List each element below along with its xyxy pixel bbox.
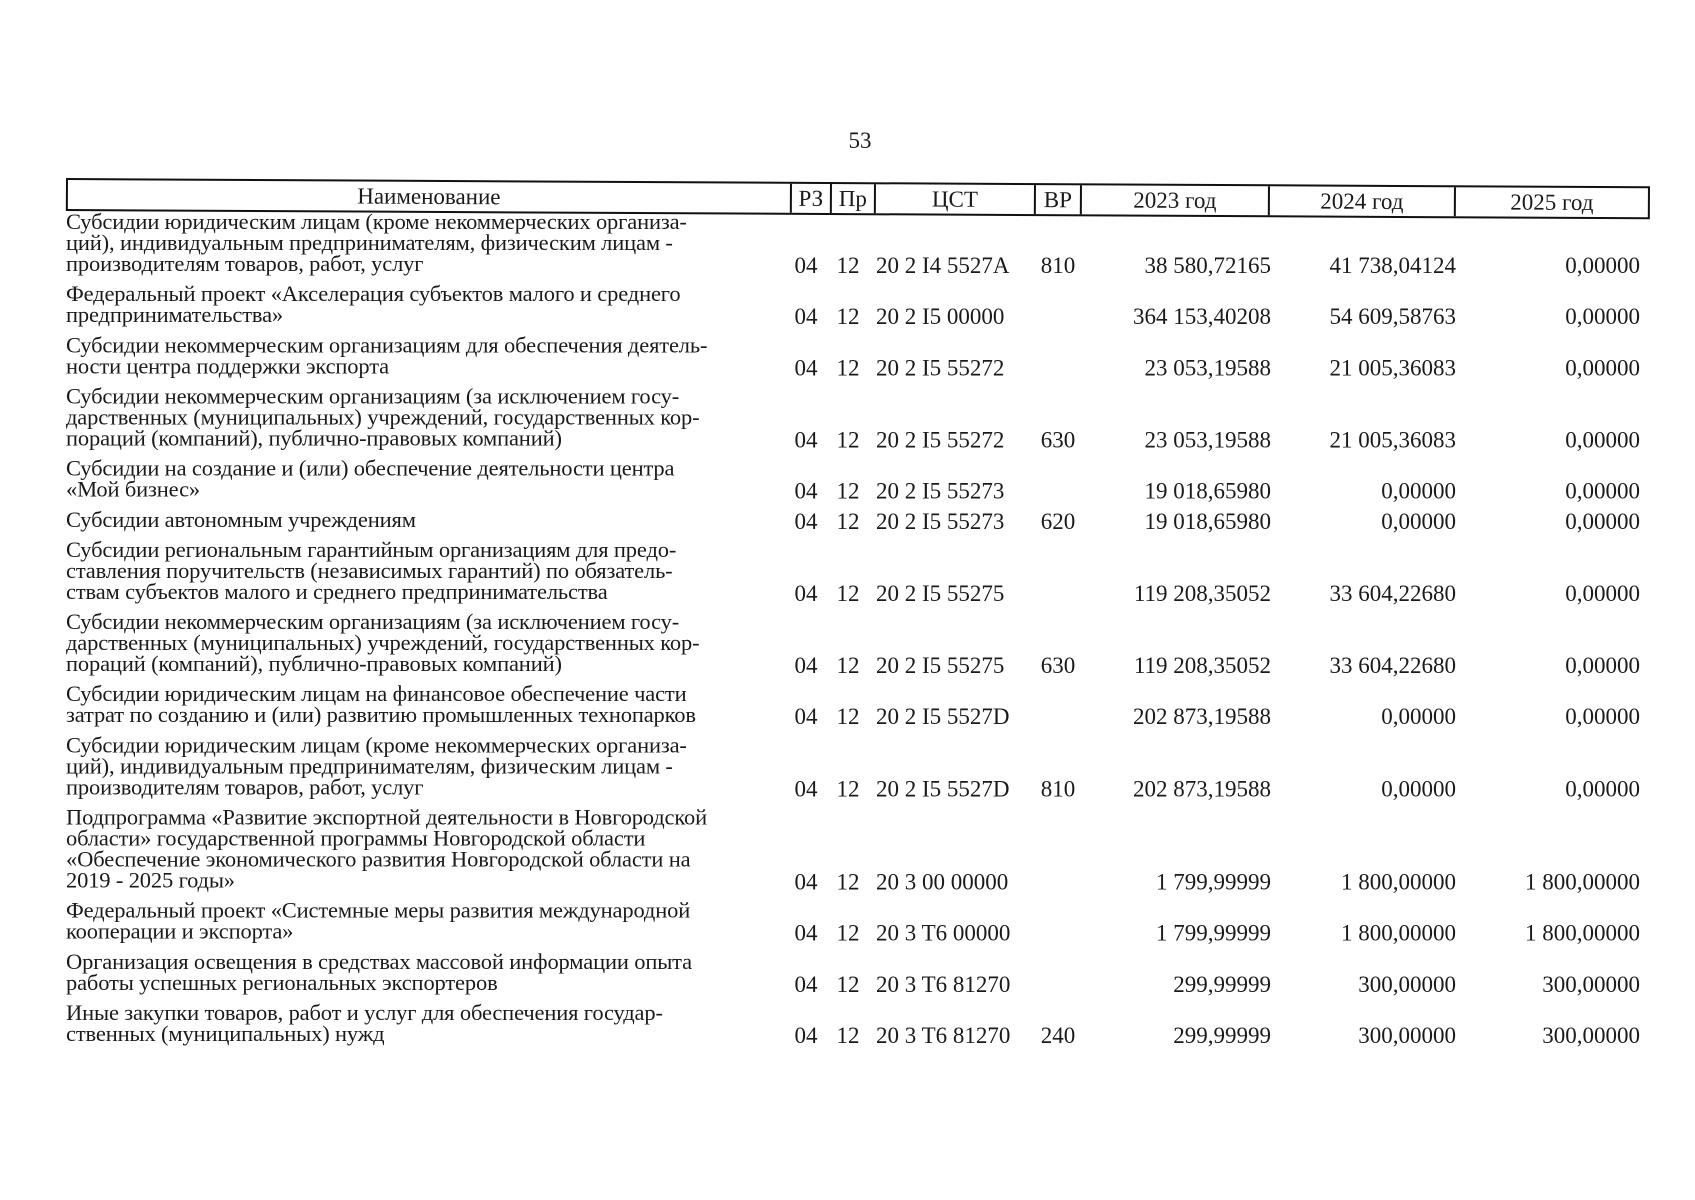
row-name-line: ставления поручительств (независимых гарантий) по обязатель- bbox=[66, 557, 673, 583]
cell-cst: 20 2 I5 55272 bbox=[876, 427, 1005, 453]
cell-2023: 119 208,35052 bbox=[1133, 580, 1271, 606]
cell-2024: 21 005,36083 bbox=[1329, 355, 1456, 381]
cell-cst: 20 3 T6 81270 bbox=[876, 971, 1011, 997]
table-row bbox=[0, 506, 1695, 534]
cell-cst: 20 3 00 00000 bbox=[876, 869, 1009, 895]
cell-2024: 33 604,22680 bbox=[1329, 653, 1456, 679]
table-row bbox=[0, 683, 1695, 729]
cell-2023: 299,99999 bbox=[1173, 971, 1271, 997]
cell-cst: 20 2 I4 5527A bbox=[876, 253, 1010, 278]
cell-2025: 0,00000 bbox=[1565, 253, 1640, 278]
row-name-line: работы успешных региональных экспортеров bbox=[66, 969, 498, 995]
row-name bbox=[66, 506, 786, 532]
cell-rz: 04 bbox=[794, 920, 818, 946]
cell-2024: 1 800,00000 bbox=[1341, 869, 1456, 895]
cell-2025: 0,00000 bbox=[1565, 427, 1640, 453]
cell-rz: 04 bbox=[794, 478, 818, 504]
row-name bbox=[66, 999, 786, 1046]
row-name bbox=[66, 281, 786, 328]
table-row bbox=[0, 211, 1695, 278]
row-name-line: ности центра поддержки экспорта bbox=[66, 353, 389, 379]
table-row bbox=[0, 334, 1695, 380]
cell-cst: 20 2 I5 5527D bbox=[876, 776, 1010, 802]
row-name-line: ствам субъектов малого и среднего предпринимательства bbox=[66, 578, 608, 604]
row-name-line: дарственных (муниципальных) учреждений, государственных кор- bbox=[66, 630, 700, 656]
table-row bbox=[0, 536, 1695, 606]
header-2024: 2024 год bbox=[1270, 186, 1456, 216]
row-name bbox=[66, 897, 786, 944]
cell-cst: 20 3 T6 00000 bbox=[876, 920, 1011, 946]
cell-cst: 20 3 T6 81270 bbox=[876, 1022, 1011, 1048]
row-name-line: области» государственной программы Новгородской области bbox=[66, 825, 646, 851]
cell-2024: 54 609,58763 bbox=[1329, 304, 1456, 330]
row-name-line: Федеральный проект «Системные меры развития международной bbox=[66, 897, 691, 923]
row-name-line: Организация освещения в средствах массовой информации опыта bbox=[66, 948, 692, 974]
row-name-line: Субсидии на создание и (или) обеспечение деятельности центра bbox=[66, 455, 675, 481]
cell-rz: 04 bbox=[794, 355, 818, 381]
header-name: Наименование bbox=[68, 180, 792, 213]
table-row bbox=[0, 804, 1695, 895]
row-name-line: производителям товаров, работ, услуг bbox=[66, 251, 424, 276]
cell-2025: 0,00000 bbox=[1565, 478, 1640, 504]
row-name-line: Субсидии юридическим лицам (кроме некоммерческих организа- bbox=[66, 209, 687, 234]
cell-2025: 0,00000 bbox=[1565, 304, 1640, 330]
row-name bbox=[66, 536, 786, 604]
row-name-line: 2019 - 2025 годы» bbox=[66, 867, 235, 893]
row-name-line: ций), индивидуальным предпринимателям, физическим лицам - bbox=[66, 230, 673, 255]
cell-pr: 12 bbox=[836, 653, 860, 679]
cell-2024: 0,00000 bbox=[1381, 704, 1456, 730]
cell-2024: 1 800,00000 bbox=[1341, 920, 1456, 946]
row-name bbox=[66, 211, 786, 274]
cell-rz: 04 bbox=[794, 653, 818, 679]
cell-2025: 0,00000 bbox=[1565, 355, 1640, 381]
cell-pr: 12 bbox=[836, 920, 860, 946]
table-row bbox=[0, 283, 1695, 329]
cell-2024: 0,00000 bbox=[1381, 776, 1456, 802]
cell-rz: 04 bbox=[794, 580, 818, 606]
cell-2025: 300,00000 bbox=[1542, 971, 1640, 997]
cell-2024: 41 738,04124 bbox=[1329, 253, 1456, 278]
cell-rz: 04 bbox=[794, 304, 818, 330]
table-row bbox=[0, 611, 1695, 678]
table-row bbox=[0, 455, 1695, 504]
cell-rz: 04 bbox=[794, 971, 818, 997]
cell-cst: 20 2 I5 5527D bbox=[876, 704, 1010, 730]
cell-2023: 1 799,99999 bbox=[1156, 920, 1271, 946]
row-name bbox=[66, 948, 786, 995]
row-name-line: Субсидии юридическим лицам на финансовое обеспечение части bbox=[66, 681, 687, 707]
row-name-line: «Обеспечение экономического развития Новгородской области на bbox=[66, 846, 691, 872]
row-name-line: пораций (компаний), публично-правовых компаний) bbox=[66, 425, 562, 451]
row-name-line: Субсидии некоммерческим организациям для обеспечения деятель- bbox=[66, 332, 708, 358]
cell-2023: 19 018,65980 bbox=[1144, 508, 1271, 534]
table-row bbox=[0, 999, 1695, 1048]
cell-2025: 0,00000 bbox=[1565, 580, 1640, 606]
cell-2024: 300,00000 bbox=[1358, 1022, 1456, 1048]
cell-2023: 119 208,35052 bbox=[1133, 653, 1271, 679]
row-name-line: Иные закупки товаров, работ и услуг для обеспечения государ- bbox=[66, 999, 663, 1025]
cell-vr: 810 bbox=[1040, 776, 1076, 802]
row-name-line: Субсидии региональным гарантийным организациям для предо- bbox=[66, 536, 677, 562]
header-2023: 2023 год bbox=[1082, 185, 1270, 215]
cell-cst: 20 2 I5 55273 bbox=[876, 508, 1005, 534]
header-pr: Пр bbox=[832, 184, 876, 213]
row-name-line: ственных (муниципальных) нужд bbox=[66, 1020, 385, 1046]
cell-cst: 20 2 I5 55275 bbox=[876, 653, 1005, 679]
cell-rz: 04 bbox=[794, 1022, 818, 1048]
page-number: 53 bbox=[848, 128, 872, 153]
row-name-line: кооперации и экспорта» bbox=[66, 918, 294, 944]
cell-2023: 299,99999 bbox=[1173, 1022, 1271, 1048]
cell-rz: 04 bbox=[794, 776, 818, 802]
cell-2023: 19 018,65980 bbox=[1144, 478, 1271, 504]
cell-vr: 630 bbox=[1040, 653, 1076, 679]
cell-cst: 20 2 I5 00000 bbox=[876, 304, 1005, 330]
cell-rz: 04 bbox=[794, 427, 818, 453]
cell-pr: 12 bbox=[836, 776, 860, 802]
cell-pr: 12 bbox=[836, 869, 860, 895]
cell-pr: 12 bbox=[836, 355, 860, 381]
cell-2024: 0,00000 bbox=[1381, 508, 1456, 534]
cell-2025: 1 800,00000 bbox=[1525, 920, 1640, 946]
cell-2024: 33 604,22680 bbox=[1329, 580, 1456, 606]
header-cst: ЦСТ bbox=[876, 184, 1036, 214]
row-name bbox=[66, 383, 786, 451]
table-row bbox=[0, 734, 1695, 801]
cell-pr: 12 bbox=[836, 580, 860, 606]
row-name bbox=[66, 332, 786, 379]
cell-2025: 0,00000 bbox=[1565, 704, 1640, 730]
cell-pr: 12 bbox=[836, 971, 860, 997]
cell-2023: 202 873,19588 bbox=[1133, 776, 1271, 802]
cell-2023: 38 580,72165 bbox=[1144, 253, 1271, 278]
cell-pr: 12 bbox=[836, 253, 860, 278]
cell-vr: 630 bbox=[1040, 427, 1076, 453]
cell-vr: 240 bbox=[1040, 1022, 1076, 1048]
row-name bbox=[66, 681, 786, 728]
cell-pr: 12 bbox=[836, 1022, 860, 1048]
cell-rz: 04 bbox=[794, 869, 818, 895]
table-row bbox=[0, 385, 1695, 452]
cell-rz: 04 bbox=[794, 704, 818, 730]
cell-2025: 300,00000 bbox=[1542, 1022, 1640, 1048]
row-name-line: предпринимательства» bbox=[66, 302, 284, 328]
cell-2023: 23 053,19588 bbox=[1144, 355, 1271, 381]
cell-rz: 04 bbox=[794, 253, 818, 278]
cell-2023: 23 053,19588 bbox=[1144, 427, 1271, 453]
cell-cst: 20 2 I5 55275 bbox=[876, 580, 1005, 606]
cell-pr: 12 bbox=[836, 704, 860, 730]
row-name-line: Субсидии некоммерческим организациям (за исключением госу- bbox=[66, 609, 680, 635]
cell-2025: 0,00000 bbox=[1565, 508, 1640, 534]
cell-cst: 20 2 I5 55273 bbox=[876, 478, 1005, 504]
header-rz: РЗ bbox=[792, 184, 832, 213]
row-name bbox=[66, 455, 786, 502]
row-name-line: затрат по созданию и (или) развитию промышленных технопарков bbox=[66, 702, 696, 728]
cell-2024: 0,00000 bbox=[1381, 478, 1456, 504]
row-name-line: «Мой бизнес» bbox=[66, 476, 201, 502]
row-name bbox=[66, 732, 786, 800]
header-2025: 2025 год bbox=[1510, 189, 1594, 215]
row-name-line: производителям товаров, работ, услуг bbox=[66, 774, 424, 800]
cell-2025: 0,00000 bbox=[1565, 776, 1640, 802]
row-name-line: Субсидии автономным учреждениям bbox=[66, 506, 416, 532]
row-name-line: Подпрограмма «Развитие экспортной деятельности в Новгородской bbox=[66, 804, 708, 830]
cell-2025: 0,00000 bbox=[1565, 653, 1640, 679]
cell-pr: 12 bbox=[836, 304, 860, 330]
cell-2023: 364 153,40208 bbox=[1133, 304, 1271, 330]
row-name-line: Федеральный проект «Акселерация субъектов малого и среднего bbox=[66, 281, 681, 307]
row-name bbox=[66, 804, 786, 893]
cell-pr: 12 bbox=[836, 478, 860, 504]
cell-vr: 620 bbox=[1040, 508, 1076, 534]
cell-2024: 300,00000 bbox=[1358, 971, 1456, 997]
cell-pr: 12 bbox=[836, 508, 860, 534]
cell-vr: 810 bbox=[1040, 253, 1076, 278]
table-row bbox=[0, 897, 1695, 946]
row-name-line: Субсидии юридическим лицам (кроме некоммерческих организа- bbox=[66, 732, 687, 758]
row-name-line: пораций (компаний), публично-правовых компаний) bbox=[66, 651, 562, 677]
row-name-line: Субсидии некоммерческим организациям (за исключением госу- bbox=[66, 383, 680, 409]
table-row bbox=[0, 948, 1695, 997]
cell-2025: 1 800,00000 bbox=[1525, 869, 1640, 895]
cell-rz: 04 bbox=[794, 508, 818, 534]
cell-cst: 20 2 I5 55272 bbox=[876, 355, 1005, 381]
row-name-line: ций), индивидуальным предпринимателям, физическим лицам - bbox=[66, 753, 673, 779]
header-vr: ВР bbox=[1036, 185, 1082, 214]
row-name bbox=[66, 609, 786, 677]
cell-2023: 202 873,19588 bbox=[1133, 704, 1271, 730]
cell-pr: 12 bbox=[836, 427, 860, 453]
cell-2023: 1 799,99999 bbox=[1156, 869, 1271, 895]
cell-2024: 21 005,36083 bbox=[1329, 427, 1456, 453]
row-name-line: дарственных (муниципальных) учреждений, государственных кор- bbox=[66, 404, 700, 430]
